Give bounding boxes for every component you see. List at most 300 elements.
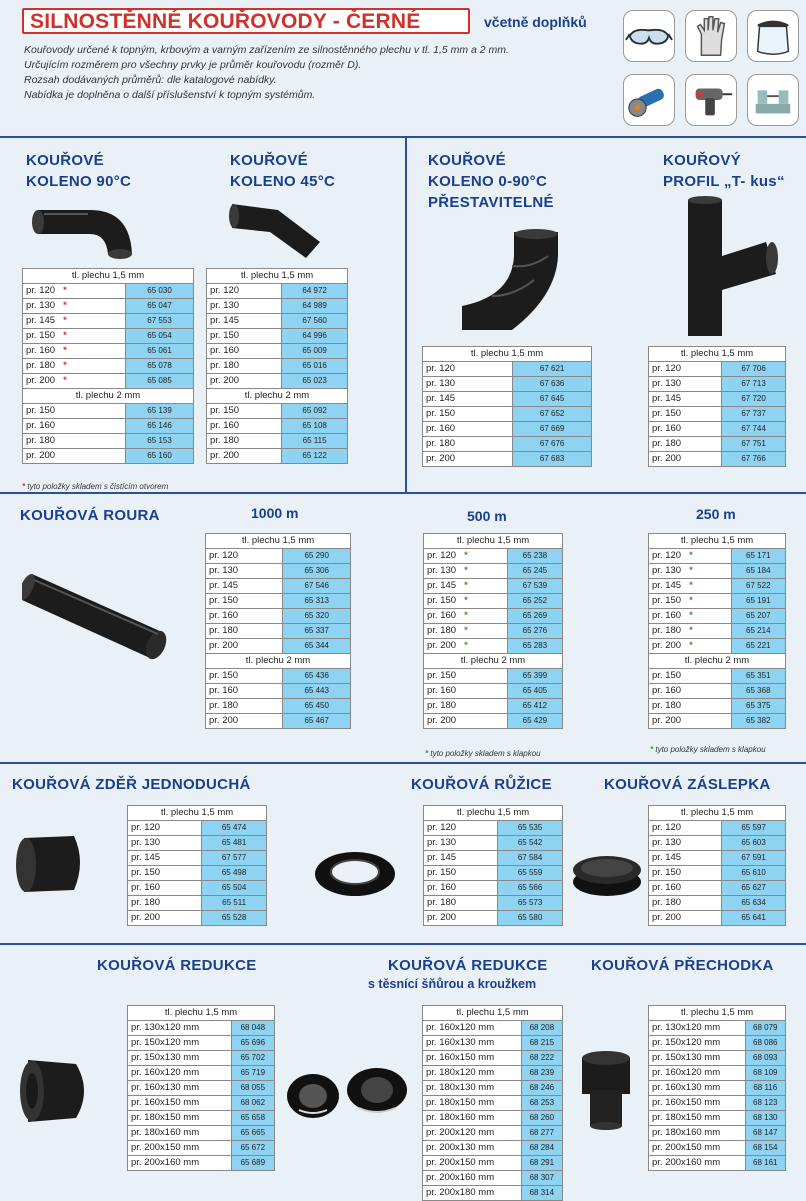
table-header-row — [206, 654, 351, 669]
diameter-label: pr. 160 — [427, 882, 457, 893]
product-code: 68 161 — [745, 1156, 785, 1171]
divider — [405, 136, 407, 492]
length-label-250: 250 m — [696, 506, 736, 522]
product-code: 65 252 — [507, 594, 562, 609]
diameter-cell — [649, 407, 722, 422]
product-code: 65 092 — [282, 404, 348, 419]
diameter-label: pr. 200 — [210, 450, 240, 461]
stock-star: * — [63, 330, 67, 341]
product-code: 65 023 — [282, 374, 348, 389]
table-row — [423, 377, 592, 392]
footnote — [650, 745, 766, 754]
table-row — [649, 1156, 786, 1171]
table-row — [128, 1051, 275, 1066]
table-row — [23, 434, 194, 449]
title-line: KOLENO 45°C — [230, 173, 336, 190]
stock-star: * — [464, 640, 468, 651]
diameter-label: pr. 130x120 mm — [652, 1022, 721, 1033]
table-header: tl. plechu 2 mm — [207, 389, 348, 404]
diameter-label: pr. 130 — [427, 837, 457, 848]
product-code: 67 546 — [283, 579, 351, 594]
product-code: 65 054 — [126, 329, 194, 344]
table-row — [424, 699, 563, 714]
end-cap-image — [571, 852, 643, 898]
product-code: 65 047 — [126, 299, 194, 314]
product-code: 68 314 — [521, 1186, 562, 1201]
diameter-label: pr. 120 — [209, 550, 239, 561]
elbow-45-image — [228, 196, 328, 262]
table-row — [423, 422, 592, 437]
diameter-label: pr. 160 — [652, 882, 682, 893]
diameter-cell — [23, 329, 126, 344]
table-header-row — [128, 1006, 275, 1021]
product-code: 65 443 — [283, 684, 351, 699]
diameter-cell — [207, 314, 282, 329]
diameter-label: pr. 160 — [652, 685, 682, 696]
product-code: 65 634 — [722, 896, 786, 911]
diameter-label: pr. 180x130 mm — [426, 1082, 495, 1093]
table-row — [423, 1156, 563, 1171]
product-code: 65 603 — [722, 836, 786, 851]
product-code: 67 584 — [498, 851, 563, 866]
diameter-label: pr. 160x150 mm — [652, 1097, 721, 1108]
diameter-cell — [423, 1156, 522, 1171]
diameter-label: pr. 200x150 mm — [131, 1142, 200, 1153]
diameter-cell — [423, 1036, 522, 1051]
table-row — [649, 1126, 786, 1141]
diameter-cell — [649, 377, 722, 392]
table-header: tl. plechu 1,5 mm — [649, 347, 786, 362]
product-code: 65 504 — [202, 881, 267, 896]
diameter-label: pr. 145 — [427, 852, 457, 863]
diameter-label: pr. 150x130 mm — [131, 1052, 200, 1063]
product-code: 65 429 — [507, 714, 562, 729]
product-code: 65 566 — [498, 881, 563, 896]
diameter-label: pr. 200 — [427, 912, 457, 923]
table-row — [649, 549, 786, 564]
table-row — [649, 452, 786, 467]
table-header: tl. plechu 1,5 mm — [206, 534, 351, 549]
product-code: 65 511 — [202, 896, 267, 911]
diameter-label: pr. 120 — [210, 285, 240, 296]
diameter-label: pr. 145 — [426, 393, 456, 404]
diameter-label: pr. 150 — [652, 595, 682, 606]
diameter-label: pr. 160 — [427, 685, 457, 696]
vise-icon — [747, 74, 799, 126]
diameter-label: pr. 180 — [210, 435, 240, 446]
stock-star: * — [63, 345, 67, 356]
diameter-cell — [207, 374, 282, 389]
table-row — [424, 851, 563, 866]
product-code: 65 481 — [202, 836, 267, 851]
product-code: 67 636 — [513, 377, 592, 392]
diameter-label: pr. 150x120 mm — [652, 1037, 721, 1048]
diameter-label: pr. 150 — [652, 867, 682, 878]
table-row — [128, 851, 267, 866]
diameter-cell — [206, 564, 283, 579]
diameter-label: pr. 145 — [652, 580, 682, 591]
diameter-cell — [649, 609, 732, 624]
diameter-cell — [424, 549, 508, 564]
product-code: 65 450 — [283, 699, 351, 714]
table-row — [128, 881, 267, 896]
title-line: KOUŘOVÉ — [26, 152, 104, 169]
diameter-cell — [207, 419, 282, 434]
diameter-cell — [128, 1021, 232, 1036]
diameter-cell — [23, 314, 126, 329]
diameter-cell — [423, 362, 513, 377]
diameter-label: pr. 200 — [426, 453, 456, 464]
product-code: 65 276 — [507, 624, 562, 639]
table-row — [23, 419, 194, 434]
product-code: 65 122 — [282, 449, 348, 464]
product-code: 68 154 — [745, 1141, 785, 1156]
table-row — [23, 299, 194, 314]
diameter-cell — [206, 714, 283, 729]
table-row — [206, 669, 351, 684]
diameter-label: pr. 130 — [210, 300, 240, 311]
product-code: 68 291 — [521, 1156, 562, 1171]
diameter-cell — [649, 1051, 746, 1066]
diameter-label: pr. 200x160 mm — [426, 1172, 495, 1183]
diameter-label: pr. 145 — [210, 315, 240, 326]
diameter-cell — [423, 437, 513, 452]
section-title-zder: KOUŘOVÁ ZDĚŘ JEDNODUCHÁ — [12, 776, 251, 793]
table-row — [423, 1111, 563, 1126]
diameter-label: pr. 160 — [209, 610, 239, 621]
table-row — [424, 836, 563, 851]
diameter-cell — [206, 684, 283, 699]
table-row — [423, 1021, 563, 1036]
product-code: 65 139 — [126, 404, 194, 419]
table-row — [207, 284, 348, 299]
product-code: 65 283 — [507, 639, 562, 654]
stock-star: * — [464, 565, 468, 576]
diameter-cell — [128, 881, 202, 896]
diameter-label: pr. 130x120 mm — [131, 1022, 200, 1033]
table-row — [424, 549, 563, 564]
table-header-row — [206, 534, 351, 549]
table-row — [649, 609, 786, 624]
product-code: 65 559 — [498, 866, 563, 881]
diameter-cell — [206, 549, 283, 564]
title-line: KOLENO 0-90°C — [428, 173, 548, 190]
stock-star: * — [464, 595, 468, 606]
price-table-redukce — [127, 1005, 275, 1171]
table-row — [23, 404, 194, 419]
table-header-row — [649, 806, 786, 821]
product-code: 68 239 — [521, 1066, 562, 1081]
table-row — [23, 344, 194, 359]
diameter-label: pr. 130 — [426, 378, 456, 389]
table-row — [23, 449, 194, 464]
reducer-image — [18, 1054, 94, 1128]
diameter-label: pr. 150 — [426, 408, 456, 419]
table-row — [649, 1096, 786, 1111]
diameter-label: pr. 150 — [427, 595, 457, 606]
diameter-cell — [128, 851, 202, 866]
diameter-label: pr. 130 — [209, 565, 239, 576]
price-table-ruzice — [423, 805, 563, 926]
diameter-cell — [649, 452, 722, 467]
length-label-500: 500 m — [467, 508, 507, 524]
product-code: 65 405 — [507, 684, 562, 699]
diameter-cell — [423, 422, 513, 437]
table-row — [424, 684, 563, 699]
diameter-cell — [207, 344, 282, 359]
product-code: 65 474 — [202, 821, 267, 836]
diameter-label: pr. 200x120 mm — [426, 1127, 495, 1138]
diameter-label: pr. 180 — [426, 438, 456, 449]
diameter-label: pr. 200 — [131, 912, 161, 923]
table-row — [424, 624, 563, 639]
diameter-cell — [207, 284, 282, 299]
table-header: tl. plechu 1,5 mm — [128, 1006, 275, 1021]
diameter-cell — [424, 669, 508, 684]
table-row — [128, 1096, 275, 1111]
product-code: 65 290 — [283, 549, 351, 564]
diameter-cell — [206, 699, 283, 714]
diameter-cell — [128, 1096, 232, 1111]
table-row — [649, 836, 786, 851]
diameter-cell — [424, 821, 498, 836]
product-code: 65 542 — [498, 836, 563, 851]
table-row — [649, 866, 786, 881]
table-row — [423, 1171, 563, 1186]
diameter-cell — [649, 699, 732, 714]
section-title-zaslepka: KOUŘOVÁ ZÁSLEPKA — [604, 776, 771, 793]
diameter-cell — [649, 836, 722, 851]
gloves-icon — [685, 10, 737, 62]
diameter-label: pr. 120 — [131, 822, 161, 833]
product-code: 65 306 — [283, 564, 351, 579]
section-title-roura: KOUŘOVÁ ROURA — [20, 507, 160, 524]
diameter-cell — [206, 669, 283, 684]
table-row — [649, 639, 786, 654]
diameter-cell — [207, 404, 282, 419]
diameter-label: pr. 150 — [210, 330, 240, 341]
diameter-label: pr. 160x130 mm — [426, 1037, 495, 1048]
diameter-cell — [649, 684, 732, 699]
wall-sleeve-image — [14, 830, 90, 896]
page-title: SILNOSTĚNNÉ KOUŘOVODY - ČERNÉ — [22, 8, 470, 34]
diameter-cell — [423, 452, 513, 467]
diameter-cell — [423, 1096, 522, 1111]
stock-star: * — [63, 300, 67, 311]
table-row — [23, 359, 194, 374]
table-row — [207, 374, 348, 389]
diameter-label: pr. 200x160 mm — [131, 1157, 200, 1168]
diameter-label: pr. 120 — [26, 285, 56, 296]
table-row — [424, 896, 563, 911]
product-code: 68 277 — [521, 1126, 562, 1141]
diameter-label: pr. 145 — [427, 580, 457, 591]
product-code: 65 627 — [722, 881, 786, 896]
diameter-label: pr. 200 — [427, 715, 457, 726]
table-row — [128, 1156, 275, 1171]
diameter-cell — [23, 344, 126, 359]
diameter-cell — [649, 1141, 746, 1156]
product-code: 65 030 — [126, 284, 194, 299]
table-header: tl. plechu 1,5 mm — [649, 1006, 786, 1021]
product-code: 67 676 — [513, 437, 592, 452]
table-row — [128, 821, 267, 836]
product-code: 65 238 — [507, 549, 562, 564]
table-row — [649, 1036, 786, 1051]
diameter-label: pr. 180 — [209, 700, 239, 711]
stock-star: * — [464, 625, 468, 636]
product-code: 67 744 — [722, 422, 786, 437]
table-row — [423, 392, 592, 407]
diameter-cell — [649, 821, 722, 836]
product-code: 65 207 — [731, 609, 785, 624]
diameter-cell — [23, 404, 126, 419]
diameter-cell — [128, 821, 202, 836]
diameter-cell — [423, 1066, 522, 1081]
diameter-label: pr. 160x120 mm — [652, 1067, 721, 1078]
product-code: 64 989 — [282, 299, 348, 314]
table-header-row — [649, 1006, 786, 1021]
product-code: 68 048 — [231, 1021, 274, 1036]
table-row — [423, 407, 592, 422]
diameter-label: pr. 180x150 mm — [131, 1112, 200, 1123]
diameter-cell — [424, 911, 498, 926]
table-row — [128, 1021, 275, 1036]
diameter-cell — [423, 1081, 522, 1096]
diameter-label: pr. 145 — [652, 852, 682, 863]
table-row — [423, 362, 592, 377]
footnote — [425, 749, 541, 758]
table-row — [424, 911, 563, 926]
diameter-cell — [23, 434, 126, 449]
stock-star: * — [464, 610, 468, 621]
product-code: 65 009 — [282, 344, 348, 359]
divider — [0, 492, 806, 494]
table-row — [649, 377, 786, 392]
diameter-cell — [424, 579, 508, 594]
product-code: 68 253 — [521, 1096, 562, 1111]
diameter-cell — [206, 624, 283, 639]
diameter-label: pr. 150 — [209, 595, 239, 606]
diameter-label: pr. 150 — [427, 867, 457, 878]
diameter-label: pr. 160 — [210, 345, 240, 356]
diameter-label: pr. 130 — [131, 837, 161, 848]
diameter-cell — [128, 896, 202, 911]
product-code: 65 399 — [507, 669, 562, 684]
table-header: tl. plechu 2 mm — [649, 654, 786, 669]
diameter-cell — [128, 1051, 232, 1066]
product-code: 67 577 — [202, 851, 267, 866]
t-piece-image — [680, 194, 780, 340]
diameter-label: pr. 150 — [209, 670, 239, 681]
table-row — [424, 881, 563, 896]
diameter-label: pr. 160 — [652, 423, 682, 434]
diameter-cell — [649, 866, 722, 881]
intro-line: Rozsah dodávaných průměrů: dle katalogové nabídky. — [24, 74, 277, 86]
table-row — [128, 1066, 275, 1081]
diameter-label: pr. 200 — [652, 715, 682, 726]
table-row — [128, 866, 267, 881]
product-code: 65 641 — [722, 911, 786, 926]
diameter-label: pr. 150 — [427, 670, 457, 681]
section-title-ruzice: KOUŘOVÁ RŮŽICE — [411, 776, 552, 793]
table-header: tl. plechu 1,5 mm — [424, 806, 563, 821]
table-row — [128, 896, 267, 911]
diameter-cell — [207, 299, 282, 314]
table-row — [206, 624, 351, 639]
product-code: 68 147 — [745, 1126, 785, 1141]
product-code: 65 528 — [202, 911, 267, 926]
diameter-cell — [128, 866, 202, 881]
diameter-label: pr. 200x150 mm — [652, 1142, 721, 1153]
length-label-1000: 1000 m — [251, 505, 299, 521]
product-code: 65 467 — [283, 714, 351, 729]
table-row — [207, 404, 348, 419]
table-row — [424, 579, 563, 594]
pipe-image — [22, 570, 172, 662]
diameter-cell — [424, 564, 508, 579]
product-code: 67 720 — [722, 392, 786, 407]
section-title-koleno-90 — [26, 150, 131, 192]
diameter-label: pr. 130 — [427, 565, 457, 576]
intro-line: Nabídka je doplněna o další příslušenství k topným systémům. — [24, 89, 316, 101]
diameter-label: pr. 160x130 mm — [131, 1082, 200, 1093]
title-line: KOUŘOVÉ — [428, 152, 506, 169]
diameter-cell — [23, 284, 126, 299]
diameter-cell — [128, 1066, 232, 1081]
diameter-label: pr. 160 — [427, 610, 457, 621]
table-row — [23, 314, 194, 329]
product-code: 67 539 — [507, 579, 562, 594]
diameter-cell — [23, 299, 126, 314]
diameter-cell — [649, 669, 732, 684]
diameter-label: pr. 180x160 mm — [131, 1127, 200, 1138]
star-mark: * — [650, 745, 654, 754]
table-row — [206, 549, 351, 564]
diameter-label: pr. 120 — [652, 822, 682, 833]
diameter-cell — [424, 881, 498, 896]
table-row — [649, 1066, 786, 1081]
product-code: 65 146 — [126, 419, 194, 434]
diameter-label: pr. 130 — [652, 837, 682, 848]
diameter-cell — [649, 437, 722, 452]
table-row — [649, 1111, 786, 1126]
table-row — [206, 579, 351, 594]
table-header-row — [424, 806, 563, 821]
diameter-cell — [423, 377, 513, 392]
diameter-label: pr. 160x150 mm — [426, 1052, 495, 1063]
product-code: 65 412 — [507, 699, 562, 714]
adjustable-elbow-image — [452, 226, 562, 336]
product-code: 65 436 — [283, 669, 351, 684]
product-code: 65 214 — [731, 624, 785, 639]
stock-star: * — [63, 375, 67, 386]
divider — [0, 762, 806, 764]
diameter-cell — [649, 392, 722, 407]
diameter-cell — [649, 362, 722, 377]
table-row — [649, 392, 786, 407]
product-code: 68 307 — [521, 1171, 562, 1186]
diameter-cell — [128, 836, 202, 851]
divider — [0, 943, 806, 945]
product-code: 68 055 — [231, 1081, 274, 1096]
diameter-cell — [649, 714, 732, 729]
table-row — [649, 624, 786, 639]
table-row — [23, 284, 194, 299]
diameter-label: pr. 180 — [210, 360, 240, 371]
diameter-label: pr. 160x150 mm — [131, 1097, 200, 1108]
price-table-koleno-0-90 — [422, 346, 592, 467]
